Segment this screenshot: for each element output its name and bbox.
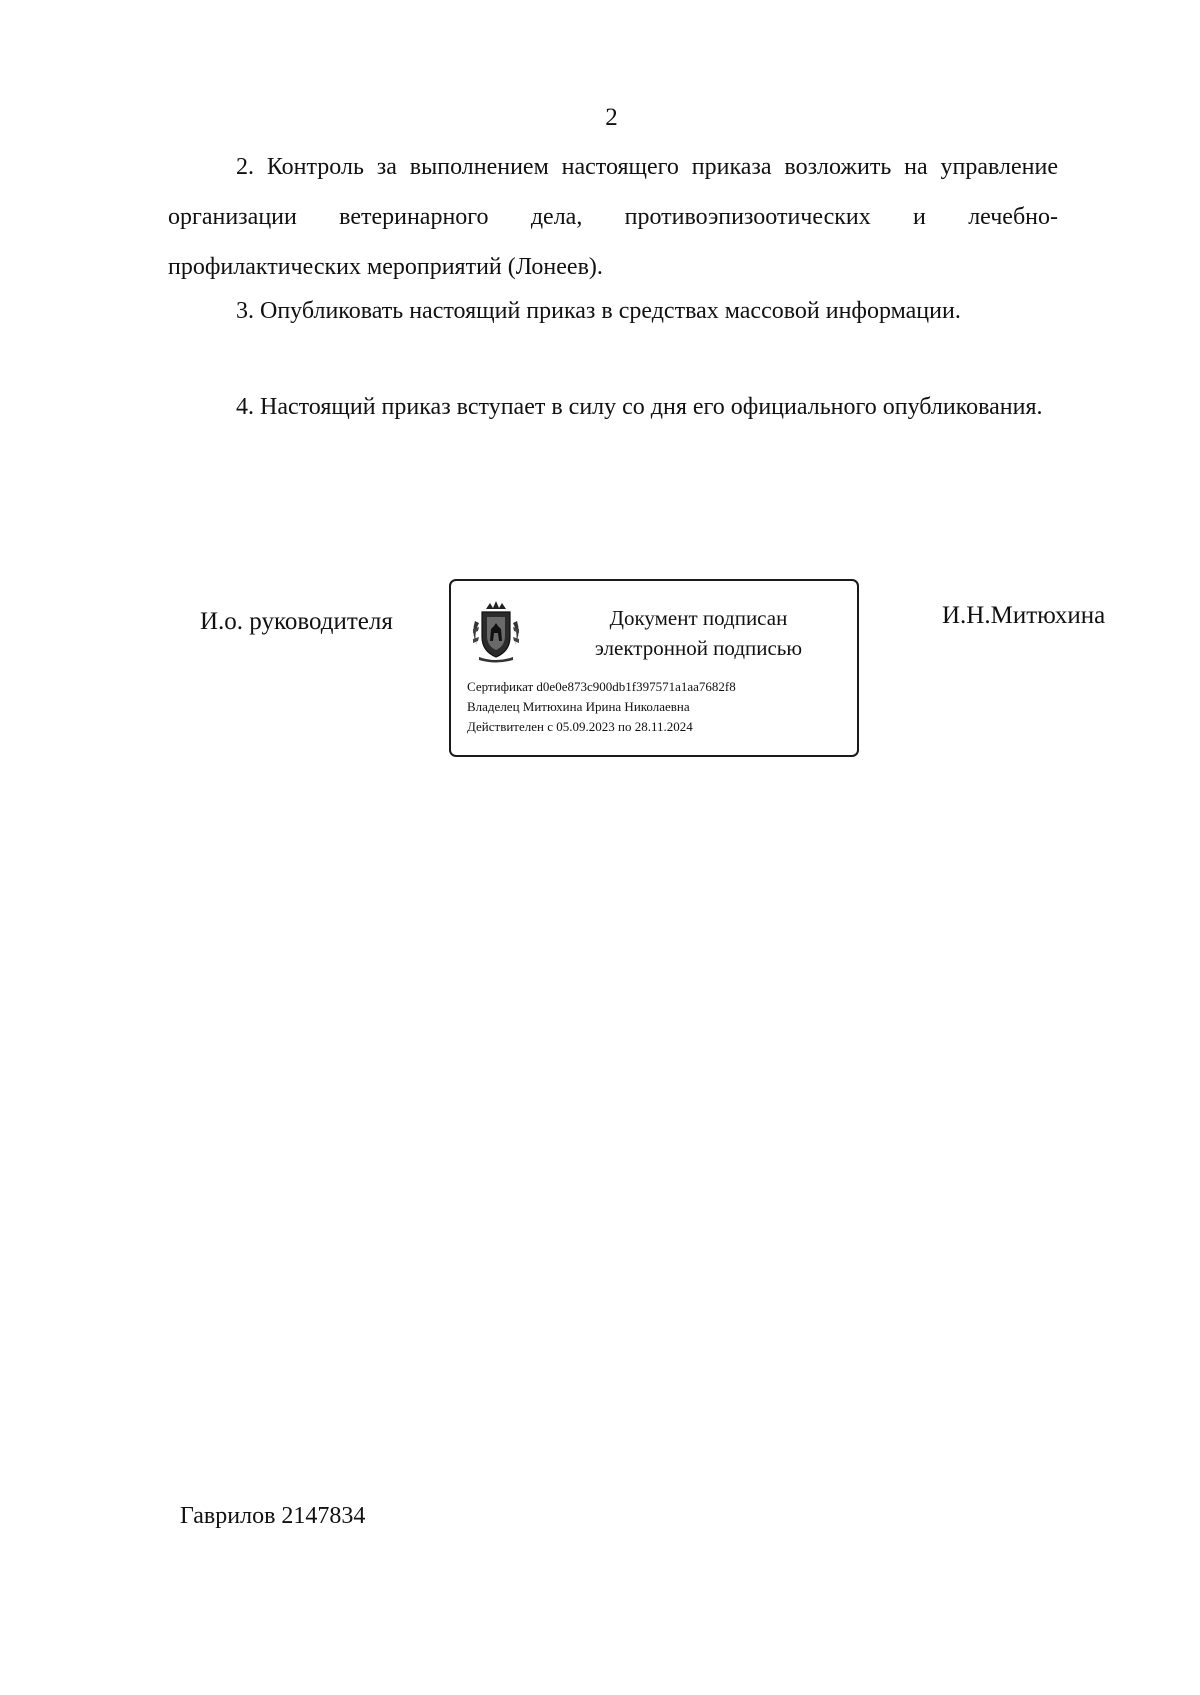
signatory-name: И.Н.Митюхина xyxy=(942,602,1106,629)
electronic-signature-stamp xyxy=(449,579,859,757)
paragraph-text: 2. Контроль за выполнением настоящего приказа возложить на управление организации ветеринарного дела, противоэпизоотических и лечебно-профилактических мероприятий (Лонеев). xyxy=(168,154,1058,280)
esignature-certificate: Сертификат d0e0e873c900db1f397571a1aa7682f8 xyxy=(467,679,736,694)
signatory-role: И.о. руководителя xyxy=(200,608,393,635)
esignature-owner: Владелец Митюхина Ирина Николаевна xyxy=(467,699,690,714)
esignature-validity: Действителен с 05.09.2023 по 28.11.2024 xyxy=(467,719,693,734)
esignature-title-line2: электронной подписью xyxy=(594,636,803,660)
paragraph-text: 4. Настоящий приказ вступает в силу со дня его официального опубликования. xyxy=(236,394,1043,420)
paragraph-control xyxy=(168,142,1058,292)
coat-of-arms-icon xyxy=(469,599,523,663)
paragraph-text: 3. Опубликовать настоящий приказ в средствах массовой информации. xyxy=(236,298,961,324)
page-number: 2 xyxy=(605,104,618,131)
paragraph-effective xyxy=(168,382,1058,432)
executor-note: Гаврилов 2147834 xyxy=(180,1503,366,1529)
paragraph-publish xyxy=(168,286,1058,336)
esignature-title-line1: Документ подписан xyxy=(609,606,788,630)
